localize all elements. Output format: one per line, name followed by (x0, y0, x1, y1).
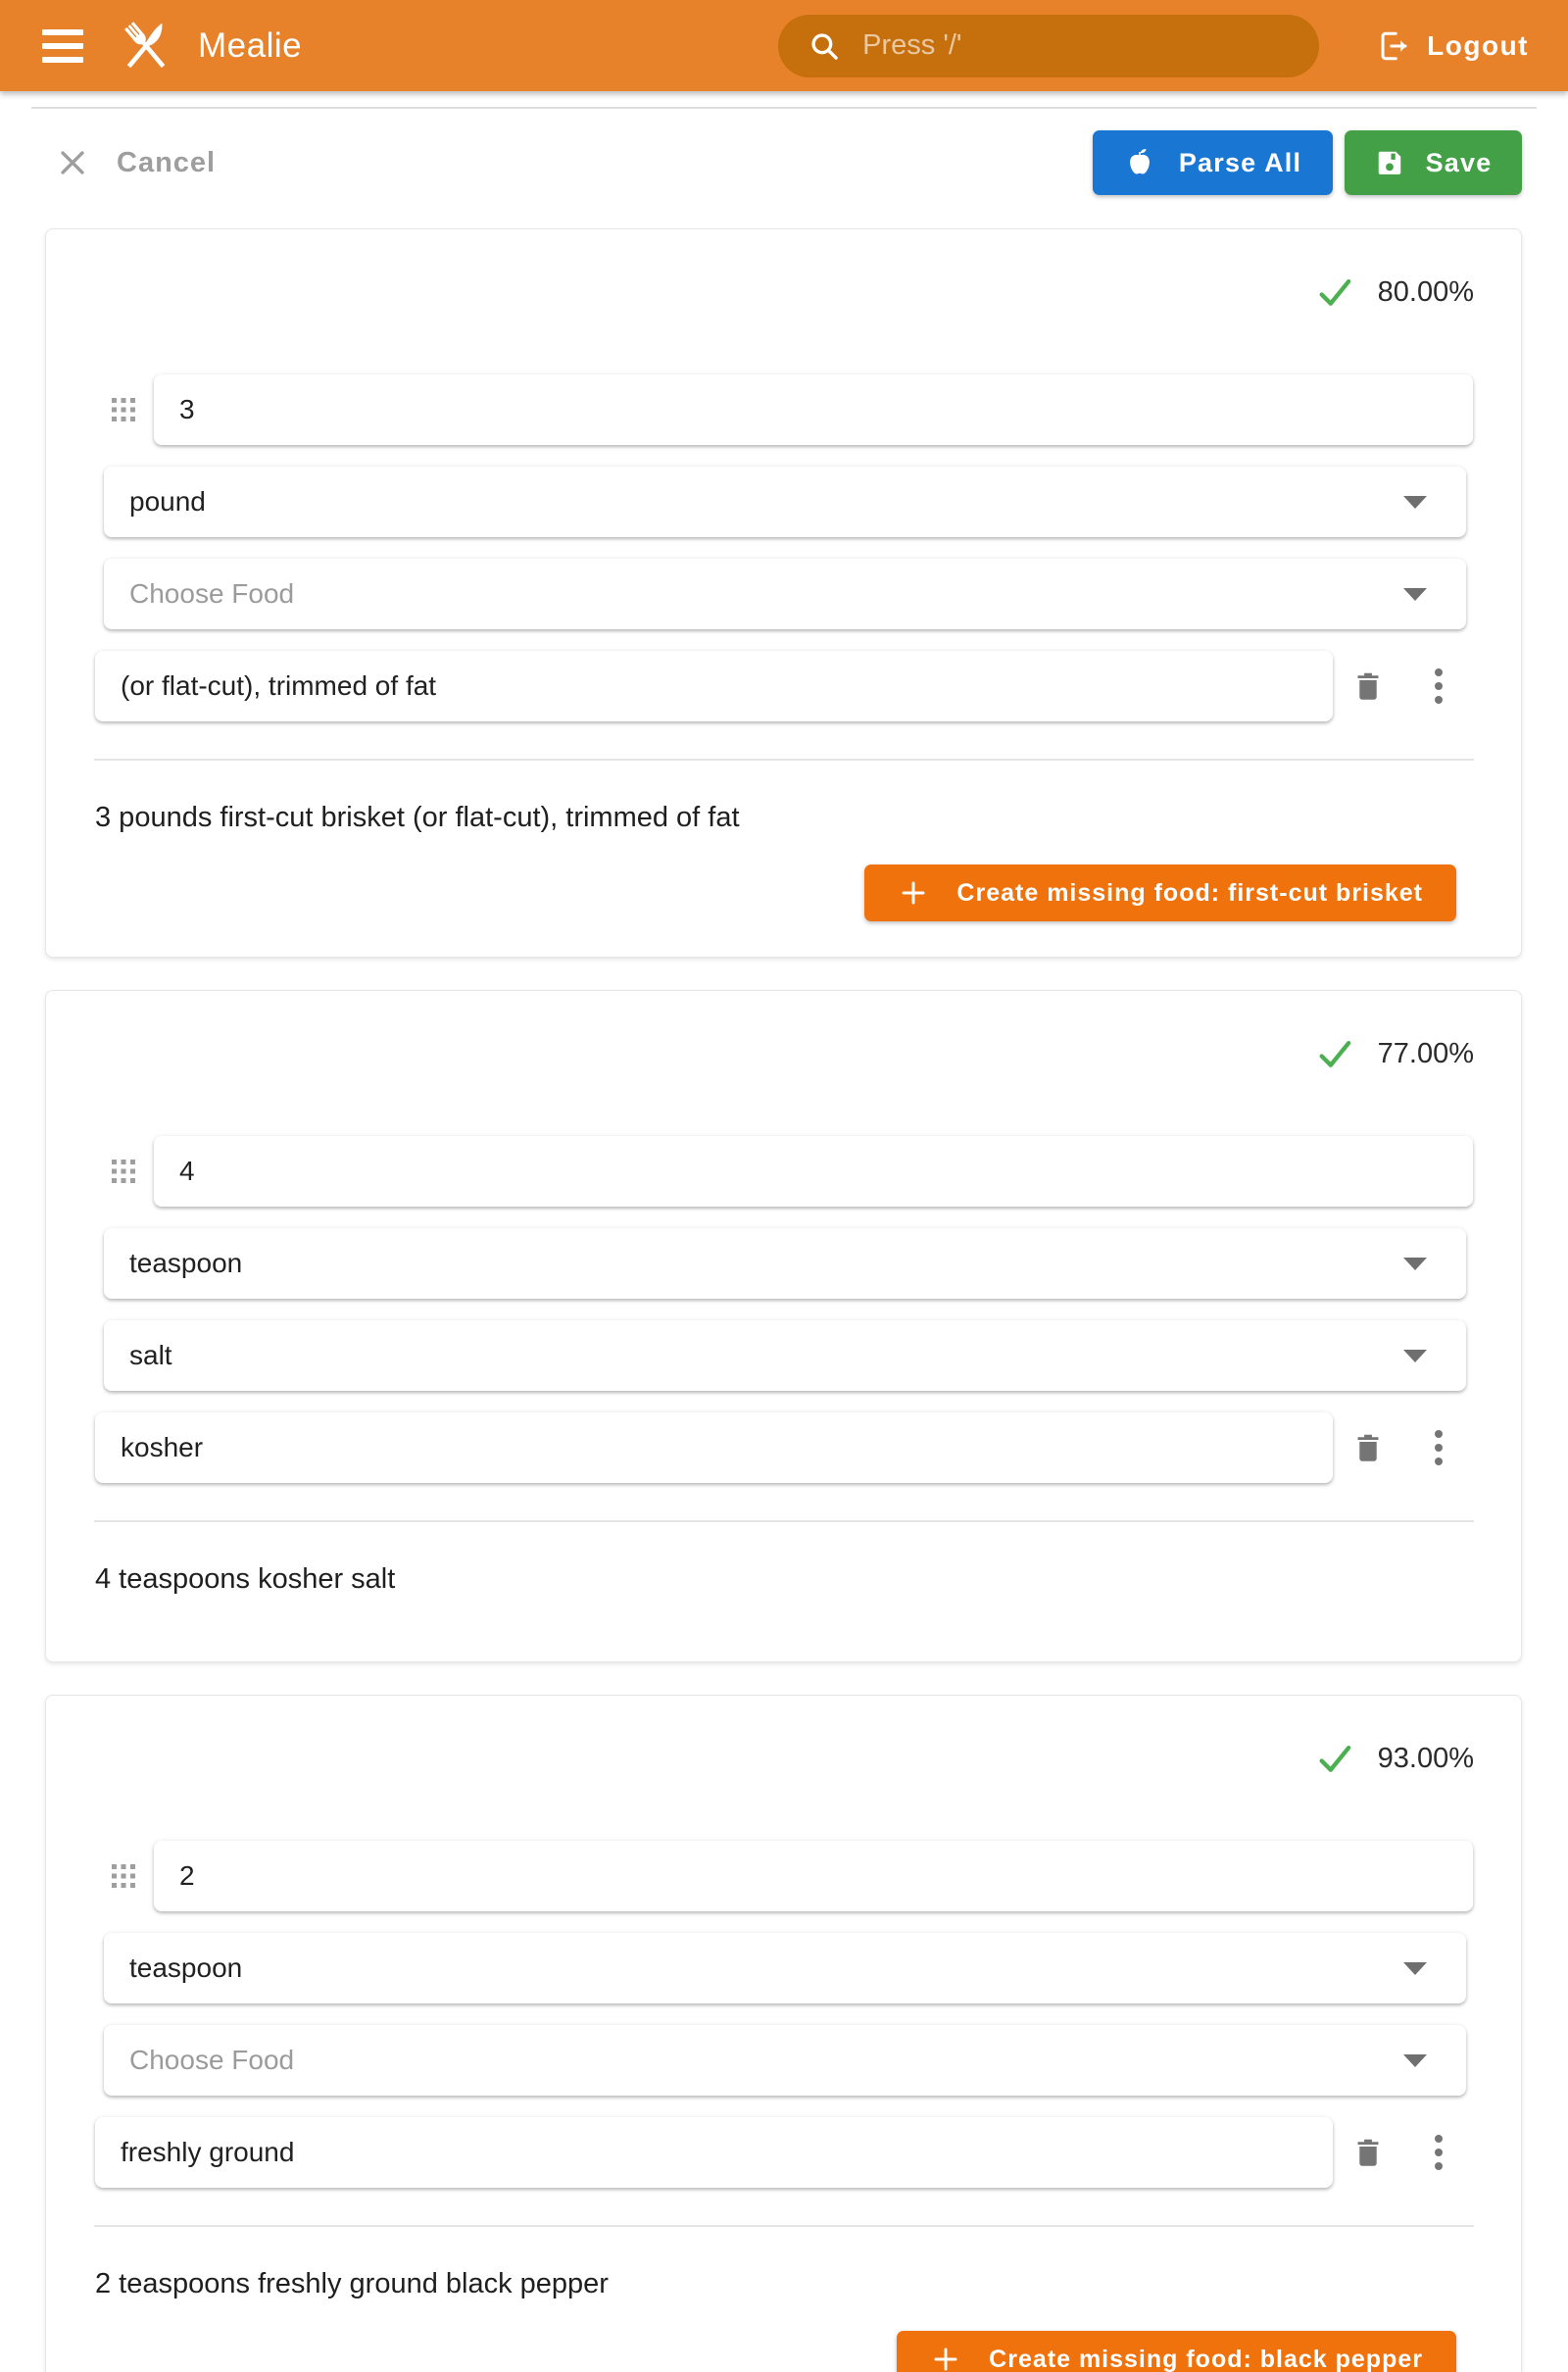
food-select-value: Choose Food (129, 578, 295, 609)
unit-select-value: teaspoon (129, 1952, 243, 1983)
more-options-button[interactable] (1403, 1412, 1474, 1483)
unit-select[interactable] (104, 467, 1466, 537)
more-options-button[interactable] (1403, 651, 1474, 721)
confidence-badge (46, 271, 1474, 314)
food-select-value: Choose Food (129, 2045, 295, 2075)
drag-icon (109, 1861, 138, 1891)
menu-button[interactable] (37, 21, 88, 72)
create-missing-food-button[interactable] (864, 865, 1456, 921)
hamburger-icon (37, 25, 88, 67)
more-options-button[interactable] (1403, 2117, 1474, 2188)
kebab-icon (1432, 667, 1446, 706)
ingredient-card (45, 1695, 1522, 2372)
unit-select[interactable] (104, 1228, 1466, 1299)
check-icon (1315, 272, 1354, 312)
app-title: Mealie (198, 25, 303, 65)
drag-icon (109, 395, 138, 424)
create-missing-food-row (46, 2331, 1456, 2372)
search-input[interactable] (778, 15, 1319, 77)
ingredient-card (45, 228, 1522, 958)
ingredient-card (45, 990, 1522, 1662)
unit-select[interactable] (104, 1933, 1466, 2003)
unit-select-value: teaspoon (129, 1248, 243, 1278)
chevron-down-icon (1403, 1350, 1427, 1362)
note-field (95, 2117, 1333, 2188)
check-icon (1315, 1034, 1354, 1073)
logout-button[interactable] (1376, 28, 1529, 64)
create-missing-food-label: Create missing food: black pepper (989, 2345, 1423, 2372)
note-field (95, 651, 1333, 721)
logout-label: Logout (1427, 29, 1529, 61)
food-select[interactable] (104, 2025, 1466, 2096)
drag-handle[interactable] (109, 1861, 154, 1891)
app-bar (0, 0, 1568, 91)
ingredient-list (45, 228, 1522, 2372)
note-field (95, 1412, 1333, 1483)
card-divider (94, 1520, 1474, 1522)
drag-handle[interactable] (109, 395, 154, 424)
note-input[interactable] (121, 1432, 1307, 1463)
trash-icon (1350, 1430, 1386, 1465)
quantity-input[interactable] (179, 394, 1447, 425)
note-input[interactable] (121, 2137, 1307, 2168)
food-select[interactable] (104, 559, 1466, 629)
drag-icon (109, 1157, 138, 1186)
cancel-label: Cancel (117, 146, 217, 178)
delete-button[interactable] (1333, 651, 1403, 721)
chevron-down-icon (1403, 2054, 1427, 2067)
plus-icon (930, 2344, 961, 2372)
save-button[interactable] (1345, 130, 1522, 195)
food-select-value: salt (129, 1340, 172, 1370)
drag-handle[interactable] (109, 1157, 154, 1186)
toolbar (46, 130, 1522, 195)
chevron-down-icon (1403, 588, 1427, 601)
create-missing-food-row (46, 865, 1456, 921)
create-missing-food-button[interactable] (897, 2331, 1456, 2372)
unit-select-value: pound (129, 486, 206, 517)
header-divider (31, 107, 1537, 109)
trash-icon (1350, 2135, 1386, 2170)
chevron-down-icon (1403, 1258, 1427, 1270)
chevron-down-icon (1403, 1962, 1427, 1975)
apple-icon (1124, 147, 1155, 178)
delete-button[interactable] (1333, 1412, 1403, 1483)
quantity-field (154, 374, 1473, 445)
parsed-ingredient-text: 4 teaspoons kosher salt (95, 1563, 396, 1595)
search-icon (808, 29, 841, 63)
confidence-badge (46, 1737, 1474, 1780)
delete-button[interactable] (1333, 2117, 1403, 2188)
card-divider (94, 759, 1474, 761)
parse-all-button[interactable] (1093, 130, 1333, 195)
confidence-badge (46, 1032, 1474, 1075)
silverware-icon (116, 16, 176, 76)
save-label: Save (1425, 147, 1493, 177)
note-input[interactable] (121, 670, 1307, 702)
cancel-button[interactable] (46, 146, 225, 179)
confidence-value: 77.00% (1377, 1037, 1474, 1069)
parse-all-label: Parse All (1178, 147, 1302, 177)
check-icon (1315, 1739, 1354, 1778)
app-logo[interactable] (116, 16, 176, 76)
kebab-icon (1432, 1428, 1446, 1467)
quantity-input[interactable] (179, 1860, 1447, 1892)
confidence-value: 80.00% (1377, 275, 1474, 308)
parsed-ingredient-text: 2 teaspoons freshly ground black pepper (95, 2268, 609, 2299)
quantity-field (154, 1136, 1473, 1207)
parsed-ingredient-text: 3 pounds first-cut brisket (or flat-cut), trimmed of fat (95, 802, 740, 833)
create-missing-food-label: Create missing food: first-cut brisket (956, 878, 1423, 907)
quantity-field (154, 1841, 1473, 1911)
search-placeholder: Press '/' (862, 29, 962, 61)
logout-icon (1376, 28, 1411, 64)
plus-icon (898, 877, 929, 909)
food-select[interactable] (104, 1320, 1466, 1391)
trash-icon (1350, 668, 1386, 704)
save-icon (1375, 148, 1404, 177)
close-icon (56, 146, 89, 179)
kebab-icon (1432, 2133, 1446, 2172)
quantity-input[interactable] (179, 1156, 1447, 1187)
confidence-value: 93.00% (1377, 1742, 1474, 1774)
card-divider (94, 2225, 1474, 2227)
chevron-down-icon (1403, 496, 1427, 509)
